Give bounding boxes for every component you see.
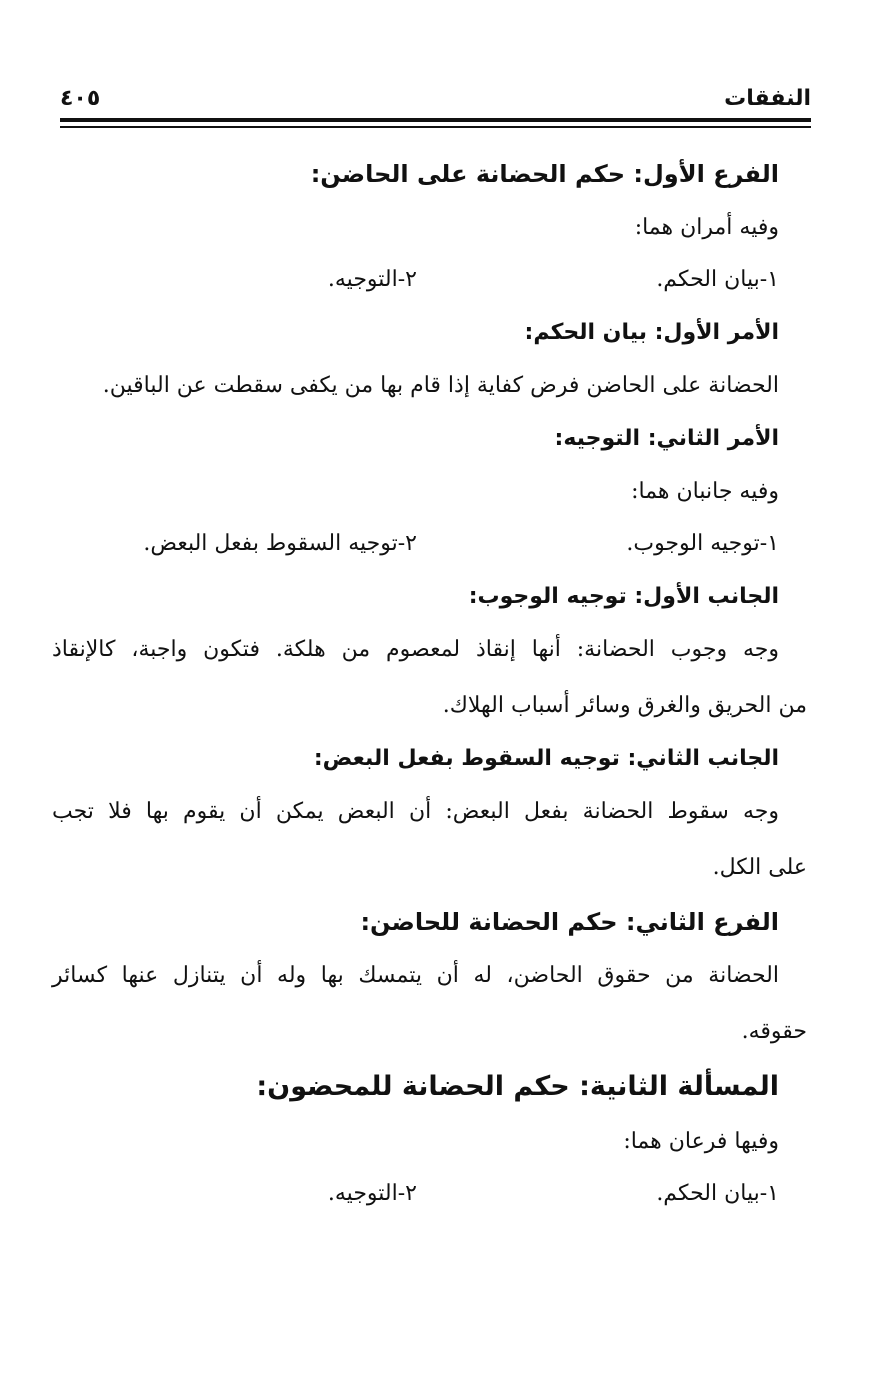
branch1-heading: الفرع الأول: حكم الحضانة على الحاضن: xyxy=(310,160,779,188)
running-header xyxy=(60,86,811,116)
matter2-item-2: ٢-توجيه السقوط بفعل البعض. xyxy=(143,531,417,556)
header-rule-thick xyxy=(60,118,811,122)
running-header-title: النفقات xyxy=(724,86,811,111)
issue2-item-1: ١-بيان الحكم. xyxy=(656,1181,779,1206)
side1-line-1: وجه وجوب الحضانة: أنها إنقاذ لمعصوم من هلكة. فتكون واجبة، كالإنقاذ xyxy=(52,637,779,662)
side2-heading: الجانب الثاني: توجيه السقوط بفعل البعض: xyxy=(313,746,779,771)
branch2-line-1: الحضانة من حقوق الحاضن، له أن يتمسك بها وله أن يتنازل عنها كسائر xyxy=(52,963,779,988)
issue2-item-2: ٢-التوجيه. xyxy=(327,1181,417,1206)
side2-line-2: على الكل. xyxy=(712,855,807,880)
header-rule-thin xyxy=(60,126,811,128)
branch2-line-2: حقوقه. xyxy=(741,1019,807,1044)
issue2-intro: وفيها فرعان هما: xyxy=(623,1129,779,1154)
matter1-text: الحضانة على الحاضن فرض كفاية إذا قام بها من يكفى سقطت عن الباقين. xyxy=(102,373,779,398)
branch1-item-2: ٢-التوجيه. xyxy=(327,267,417,292)
issue2-heading: المسألة الثانية: حكم الحضانة للمحضون: xyxy=(256,1071,779,1102)
matter2-intro: وفيه جانبان هما: xyxy=(631,479,779,504)
issue2-items xyxy=(52,1180,779,1208)
branch2-heading: الفرع الثاني: حكم الحضانة للحاضن: xyxy=(360,908,779,936)
side1-heading: الجانب الأول: توجيه الوجوب: xyxy=(468,584,779,609)
branch1-intro: وفيه أمران هما: xyxy=(634,215,779,240)
side2-line-1: وجه سقوط الحضانة بفعل البعض: أن البعض يمكن أن يقوم بها فلا تجب xyxy=(52,799,779,824)
matter2-items xyxy=(52,530,779,558)
branch1-items xyxy=(52,266,779,294)
side1-line-2: من الحريق والغرق وسائر أسباب الهلاك. xyxy=(442,693,807,718)
matter2-item-1: ١-توجيه الوجوب. xyxy=(626,531,779,556)
branch1-item-1: ١-بيان الحكم. xyxy=(656,267,779,292)
page-body xyxy=(52,158,807,1232)
matter2-heading: الأمر الثاني: التوجيه: xyxy=(554,426,779,451)
matter1-heading: الأمر الأول: بيان الحكم: xyxy=(524,320,779,345)
page-number: ٤٠٥ xyxy=(60,86,101,111)
